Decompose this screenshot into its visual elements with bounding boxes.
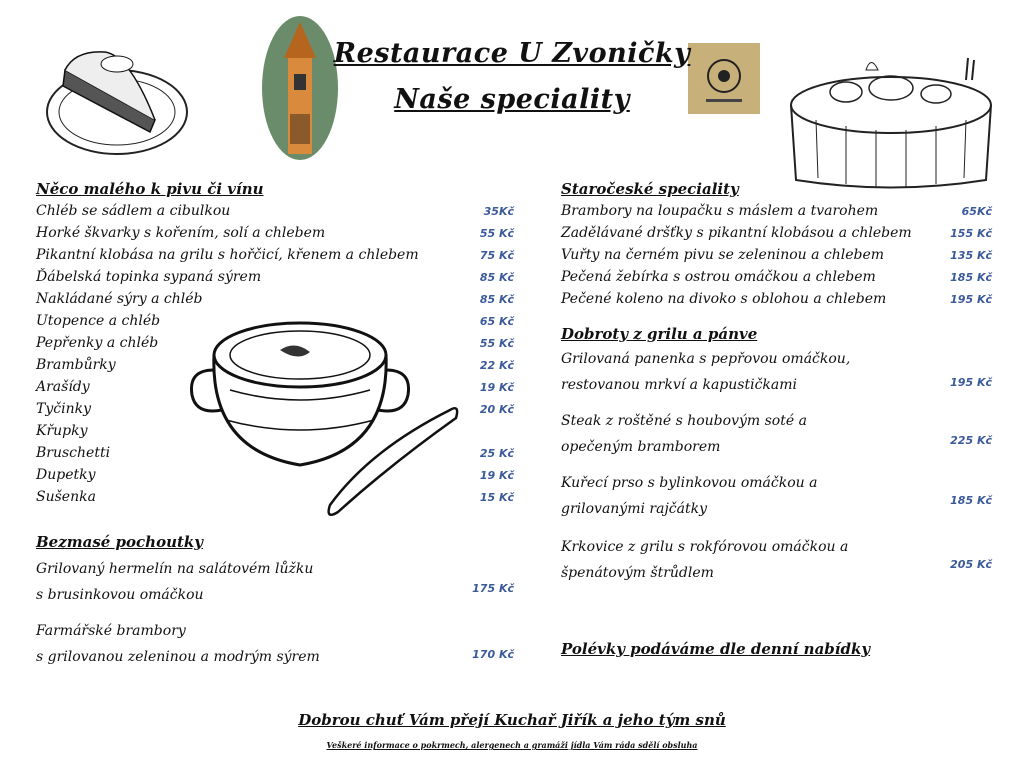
menu-item-price: 195 Kč xyxy=(950,293,992,306)
dish-tenderloin xyxy=(561,346,992,400)
menu-item xyxy=(36,376,514,398)
menu-item xyxy=(36,222,514,244)
menu-item-price: 55 Kč xyxy=(479,227,514,240)
menu-item xyxy=(36,464,514,486)
menu-item xyxy=(561,266,992,288)
page-subtitle: Naše speciality xyxy=(394,84,630,115)
menu-item-name: Tyčinky xyxy=(36,401,91,417)
menu-item-price: 55 Kč xyxy=(479,337,514,350)
menu-item-name: Pikantní klobása na grilu s hořčicí, křenem a chlebem xyxy=(36,247,419,263)
section-heading: Něco malého k pivu či vínu xyxy=(36,180,264,198)
dish-price: 205 Kč xyxy=(950,558,992,571)
dish-line1: Kuřecí prso s bylinkovou omáčkou a xyxy=(561,475,818,491)
menu-item xyxy=(36,420,514,442)
menu-item-price: 25 Kč xyxy=(479,447,514,460)
menu-item-price: 185 Kč xyxy=(950,271,992,284)
menu-item-price: 135 Kč xyxy=(950,249,992,262)
menu-item-price: 35Kč xyxy=(483,205,514,218)
menu-item-name: Vuřty na černém pivu se zeleninou a chlebem xyxy=(561,247,885,263)
menu-item-price: 65 Kč xyxy=(479,315,514,328)
menu-item-price: 22 Kč xyxy=(479,359,514,372)
menu-item-name: Arašídy xyxy=(36,379,90,395)
banquet-table-illustration xyxy=(786,50,996,192)
menu-item-name: Nakládané sýry a chléb xyxy=(36,291,203,307)
dish-farmers-potatoes xyxy=(36,618,514,672)
section-heading-vegetarian: Bezmasé pochoutky xyxy=(36,533,204,551)
dish-line1: Farmářské brambory xyxy=(36,623,186,639)
menu-item-price: 19 Kč xyxy=(479,381,514,394)
menu-item-name: Křupky xyxy=(36,423,88,439)
menu-item xyxy=(561,244,992,266)
page-title: Restaurace U Zvoničky xyxy=(333,38,691,69)
dish-line1: Krkovice z grilu s rokfórovou omáčkou a xyxy=(561,539,849,555)
menu-item-price: 85 Kč xyxy=(479,293,514,306)
menu-item xyxy=(36,200,514,222)
menu-item-name: Horké škvarky s kořením, solí a chlebem xyxy=(36,225,326,241)
dish-price: 225 Kč xyxy=(950,434,992,447)
pie-slice-illustration xyxy=(45,40,195,160)
dish-line2: grilovanými rajčátky xyxy=(561,501,708,517)
dish-hermelin xyxy=(36,556,514,610)
dish-line2: s grilovanou zeleninou a modrým sýrem xyxy=(36,649,320,665)
menu-item-price: 15 Kč xyxy=(479,491,514,504)
menu-item xyxy=(36,486,514,508)
section-beer-snacks xyxy=(36,178,514,508)
dish-line2: opečeným bramborem xyxy=(561,439,721,455)
footer-wish: Dobrou chuť Vám přejí Kuchař Jiřík a jeho tým snů xyxy=(298,711,726,729)
menu-item-name: Sušenka xyxy=(36,489,96,505)
menu-item xyxy=(561,222,992,244)
menu-item xyxy=(36,398,514,420)
menu-item-name: Chléb se sádlem a cibulkou xyxy=(36,203,231,219)
menu-item-price: 20 Kč xyxy=(479,403,514,416)
menu-item-name: Pečená žebírka s ostrou omáčkou a chlebem xyxy=(561,269,876,285)
menu-item-price: 155 Kč xyxy=(950,227,992,240)
menu-item-name: Brambory na loupačku s máslem a tvarohem xyxy=(561,203,879,219)
menu-item-name: Utopence a chléb xyxy=(36,313,161,329)
dish-pork-neck xyxy=(561,534,992,588)
menu-item xyxy=(36,442,514,464)
dish-chicken xyxy=(561,470,992,524)
section-old-czech xyxy=(561,178,992,310)
dish-line1: Grilovaná panenka s pepřovou omáčkou, xyxy=(561,351,851,367)
menu-item-name: Dupetky xyxy=(36,467,96,483)
menu-item-name: Brambůrky xyxy=(36,357,116,373)
dish-steak xyxy=(561,408,992,462)
menu-item-price: 19 Kč xyxy=(479,469,514,482)
footer-note: Veškeré informace o pokrmech, alergenech a gramáži jídla Vám ráda sdělí obsluha xyxy=(326,740,698,750)
dish-line1: Steak z roštěné s houbovým soté a xyxy=(561,413,807,429)
menu-item-name: Pepřenky a chléb xyxy=(36,335,159,351)
menu-item-name: Ďábelská topinka sypaná sýrem xyxy=(36,269,262,285)
dish-price: 195 Kč xyxy=(950,376,992,389)
menu-item xyxy=(36,266,514,288)
menu-item-name: Zadělávané dršťky s pikantní klobásou a chlebem xyxy=(561,225,912,241)
dish-price: 175 Kč xyxy=(472,582,514,595)
menu-item xyxy=(561,200,992,222)
menu-item-price: 65Kč xyxy=(961,205,992,218)
section-heading: Staročeské speciality xyxy=(561,180,739,198)
menu-item-price: 75 Kč xyxy=(479,249,514,262)
soup-note: Polévky podáváme dle denní nabídky xyxy=(561,640,871,658)
menu-item-price: 85 Kč xyxy=(479,271,514,284)
menu-item xyxy=(36,244,514,266)
menu-item xyxy=(561,288,992,310)
dish-price: 185 Kč xyxy=(950,494,992,507)
dish-line2: s brusinkovou omáčkou xyxy=(36,587,204,603)
menu-item-name: Bruschetti xyxy=(36,445,111,461)
menu-item xyxy=(36,310,514,332)
menu-item xyxy=(36,354,514,376)
dish-line2: restovanou mrkví a kapustičkami xyxy=(561,377,797,393)
section-heading-grill: Dobroty z grilu a pánve xyxy=(561,325,758,343)
dish-price: 170 Kč xyxy=(472,648,514,661)
menu-item xyxy=(36,332,514,354)
menu-item xyxy=(36,288,514,310)
dish-line1: Grilovaný hermelín na salátovém lůžku xyxy=(36,561,314,577)
menu-item-name: Pečené koleno na divoko s oblohou a chlebem xyxy=(561,291,887,307)
dish-line2: špenátovým štrůdlem xyxy=(561,565,714,581)
